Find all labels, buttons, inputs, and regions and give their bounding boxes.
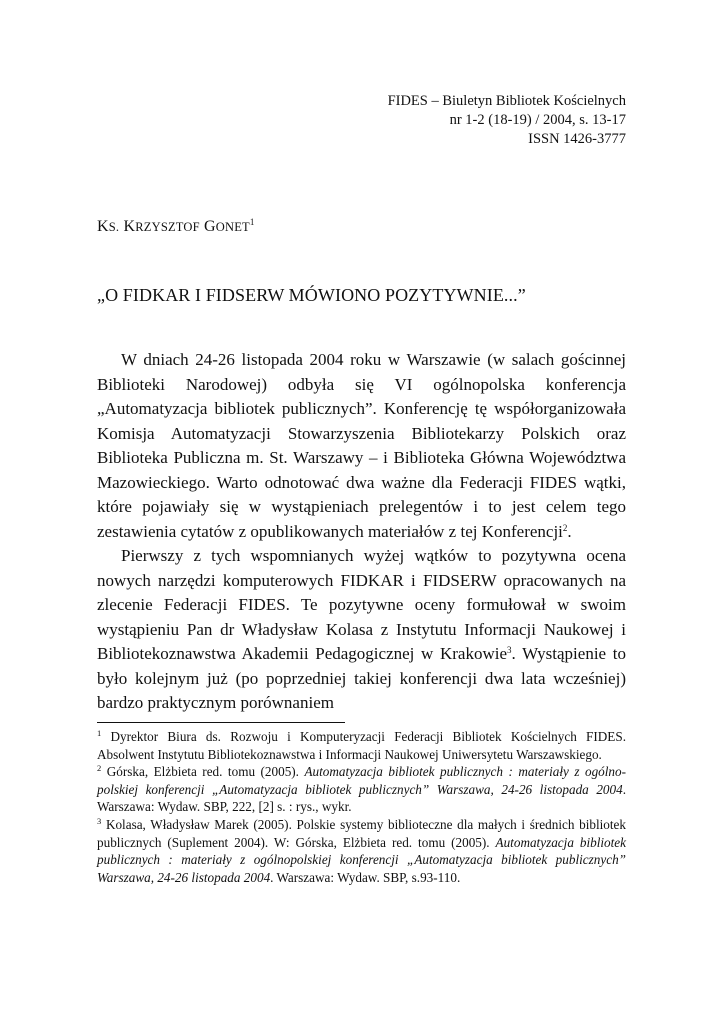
footnote-separator xyxy=(97,722,345,723)
journal-issn: ISSN 1426-3777 xyxy=(528,131,626,147)
author-first-initial: K xyxy=(123,218,136,235)
paragraph-1-end: . xyxy=(567,521,572,541)
footnote-1 xyxy=(97,728,626,763)
footnote-2-work-title: Automatyzacja bibliotek publicznych : materiały z ogólno-polskiej konferencji „Automatyzacja bibliotek publicznych” Warszawa, 24-26 listopada 2004 xyxy=(97,764,627,797)
author-k-initial: K xyxy=(97,218,109,235)
journal-title: FIDES – Biuletyn Bibliotek Kościelnych xyxy=(387,93,626,109)
footnote-3-work-title: Automatyzacja bibliotek publicznych : materiały z ogólnopolskiej konferencji „Automatyzacja bibliotek publicznych” Warszawa, 24-26 listopada 2004 xyxy=(97,834,627,885)
author-title-rest: S. xyxy=(108,220,120,234)
footnote-1-marker: 1 xyxy=(97,728,102,738)
article-title: „O FIDKAR I FIDSERW MÓWIONO POZYTYWNIE...” xyxy=(97,285,526,305)
footnote-2-marker: 2 xyxy=(97,763,102,774)
author-first-rest: RZYSZTOF xyxy=(135,220,200,234)
footnote-3-marker: 3 xyxy=(97,815,102,826)
footnote-3-publisher: . Warszawa: Wydaw. SBP, s.93-110. xyxy=(270,869,461,885)
author-last-initial: G xyxy=(204,218,216,235)
author-last-rest: ONET xyxy=(215,220,250,234)
footnote-1-text: Dyrektor Biura ds. Rozwoju i Komputeryzacji Federacji Bibliotek Kościelnych FIDES. Absolwent Instytutu Bibliotekoznawstwa i Informacji Naukowej Uniwersytetu Warszawskiego. xyxy=(97,729,626,762)
paragraph-2-end: . Wystąpienie to było kolejnym już (po poprzedniej takiej konferencji dwa lata wcześniej) bardzo praktycznym porównaniem xyxy=(97,644,626,712)
article-body xyxy=(97,348,626,716)
footnote-ref-3: 3 xyxy=(507,645,512,655)
paragraph-2-text: Pierwszy z tych wspomnianych wyżej wątków to pozytywna ocena nowych narzędzi komputerowych FIDKAR i FIDSERW opracowanych na zlecenie Federacji FIDES. Te pozytywne oceny formułował w swoim wystąpieniu Pan dr Władysław Kolasa z Instytutu Informacji Naukowej i Bibliotekoznawstwa Akademii Pedagogicznej w Krakowie xyxy=(97,546,626,663)
journal-header xyxy=(388,92,626,149)
author-name xyxy=(97,218,255,236)
journal-issue: nr 1-2 (18-19) / 2004, s. 13-17 xyxy=(449,112,626,128)
author-footnote-marker: 1 xyxy=(249,217,255,227)
footnote-3 xyxy=(97,816,626,886)
footnote-2-publisher: . Warszawa: Wydaw. SBP, 222, [2] s. : rys., wykr. xyxy=(97,781,626,815)
footnote-3-author: Kolasa, Władysław Marek (2005). Polskie systemy biblioteczne dla małych i średnich bibliotek publicznych (Suplement 2004). W: Górska, Elżbieta red. tomu (2005). xyxy=(97,816,627,850)
paragraph-1-text: W dniach 24-26 listopada 2004 roku w Warszawie (w salach gościnnej Biblioteki Narodowej) odbyła się VI ogólnopolska konferencja „Automatyzacja bibliotek publicznych”. Konferencję tę współorganizowała Komisja Automatyzacji Stowarzyszenia Bibliotekarzy Polskich oraz Biblioteka Publiczna m. St. Warszawy – i Biblioteka Główna Województwa Mazowieckiego. Warto odnotować dwa ważne dla Federacji FIDES wątki, które pojawiały się w wystąpieniach prelegentów i to jest celem tego zestawienia cytatów z opublikowanych materiałów z tej Konferencji xyxy=(97,350,626,541)
footnote-2 xyxy=(97,763,626,816)
paragraph-1 xyxy=(97,348,626,544)
footnote-2-author: Górska, Elżbieta red. tomu (2005). xyxy=(106,764,305,780)
footnotes xyxy=(97,728,626,886)
paragraph-2 xyxy=(97,544,626,716)
footnote-ref-2: 2 xyxy=(562,522,568,533)
